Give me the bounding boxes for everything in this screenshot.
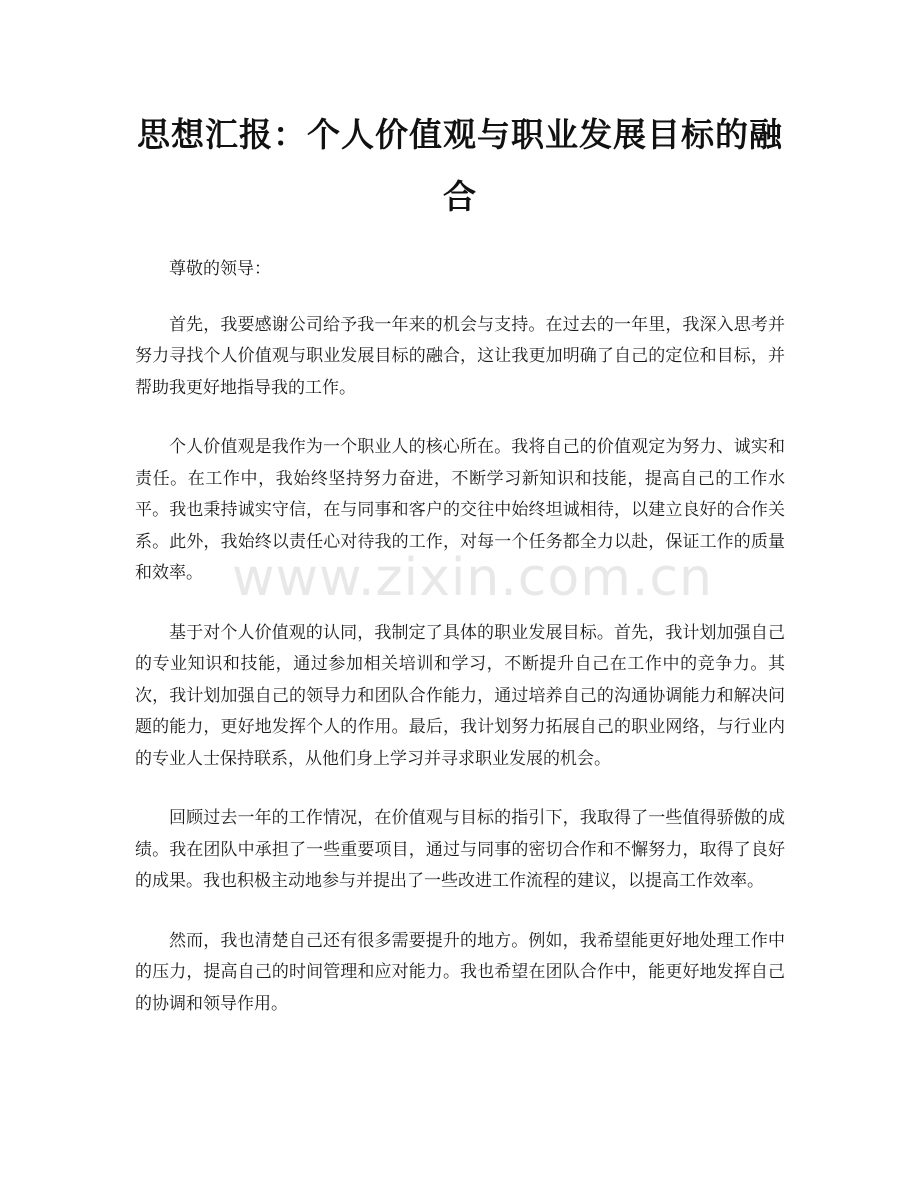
salutation: 尊敬的领导： [169,259,271,279]
paragraph-3: 基于对个人价值观的认同，我制定了具体的职业发展目标。首先，我计划加强自己的专业知识和技能，通过参加相关培训和学习，不断提升自己在工作中的竞争力。其次，我计划加强自己的领导力和团队合作能力，通过培养自己的沟通协调能力和解决问题的能力，更好地发挥个人的作用。最后，我计划努力拓展自己的职业网络，与行业内的专业人士保持联系，从他们身上学习并寻求职业发展的机会。 [135,622,785,769]
paragraph-4: 回顾过去一年的工作情况，在价值观与目标的指引下，我取得了一些值得骄傲的成绩。我在团队中承担了一些重要项目，通过与同事的密切合作和不懈努力，取得了良好的成果。我也积极主动地参与并提出了一些改进工作流程的建议，以提高工作效率。 [135,808,785,891]
paragraph-5: 然而，我也清楚自己还有很多需要提升的地方。例如，我希望能更好地处理工作中的压力，提高自己的时间管理和应对能力。我也希望在团队合作中，能更好地发挥自己的协调和领导作用。 [135,930,785,1014]
watermark: www.zixin.com.cn [232,548,713,608]
paragraph-1: 首先，我要感谢公司给予我一年来的机会与支持。在过去的一年里，我深入思考并努力寻找个人价值观与职业发展目标的融合，这让我更加明确了自己的定位和目标，并帮助我更好地指导我的工作。 [135,314,785,398]
document-title: 思想汇报：个人价值观与职业发展目标的融合 [137,115,783,216]
paragraph-2: 个人价值观是我作为一个职业人的核心所在。我将自己的价值观定为努力、诚实和责任。在工作中，我始终坚持努力奋进，不断学习新知识和技能，提高自己的工作水平。我也秉持诚实守信，在与同事和客户的交往中始终坦诚相待，以建立良好的合作关系。此外，我始终以责任心对待我的工作，对每一个任务都全力以赴，保证工作的质量和效率。 [135,437,785,583]
